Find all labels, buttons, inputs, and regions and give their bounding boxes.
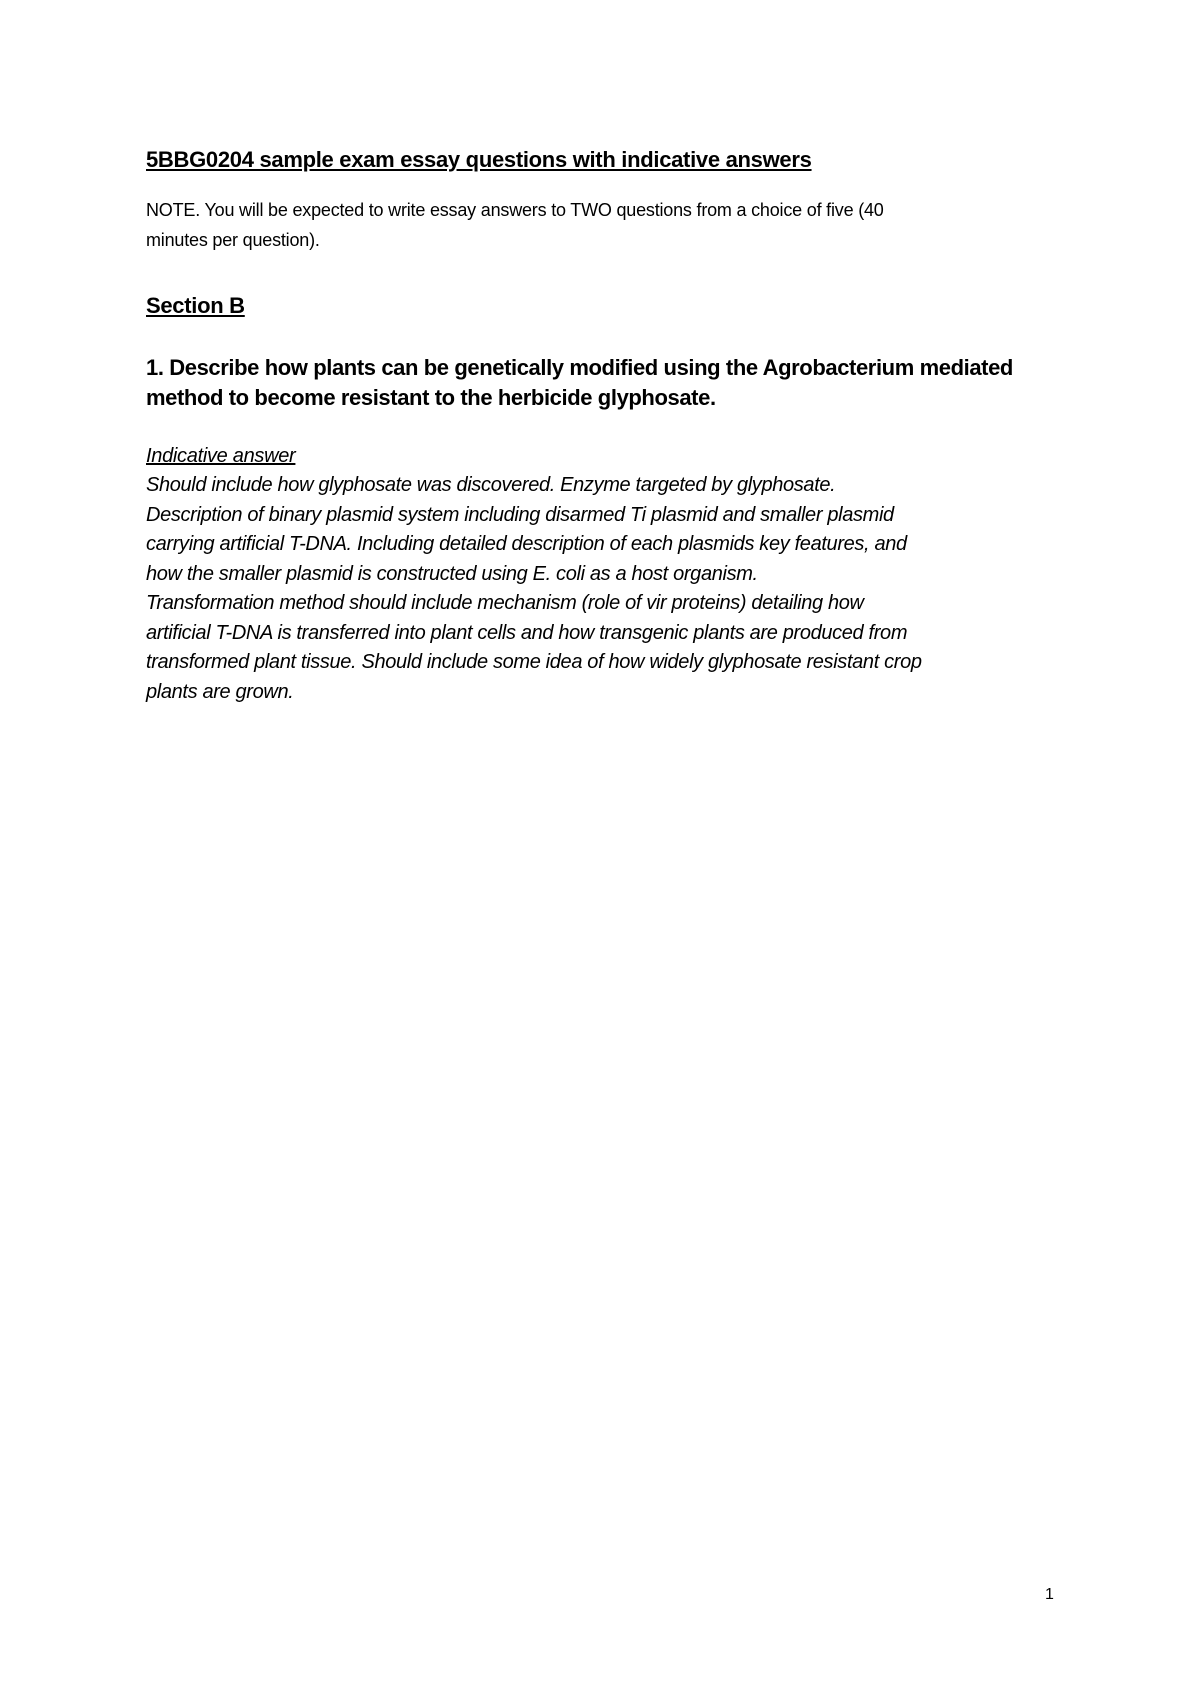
note-paragraph (146, 195, 1076, 255)
answer-line: Description of binary plasmid system including disarmed Ti plasmid and smaller plasmid (146, 503, 894, 526)
page-content (146, 145, 1076, 707)
answer-paragraph-2 (146, 589, 1076, 707)
answer-line: Transformation method should include mechanism (role of vir proteins) detailing how (146, 592, 864, 614)
answer-line: transformed plant tissue. Should include some idea of how widely glyphosate resistant crop (146, 651, 922, 673)
answer-paragraph-1 (146, 471, 1076, 589)
answer-line: carrying artificial T-DNA. Including detailed description of each plasmids key features, and (146, 533, 907, 555)
answer-line: how the smaller plasmid is constructed using E. coli as a host organism. (146, 562, 758, 585)
question-1 (146, 353, 1076, 413)
note-line: minutes per question). (146, 230, 320, 250)
answer-line: Should include how glyphosate was discovered. Enzyme targeted by glyphosate. (146, 474, 836, 496)
note-line: NOTE. You will be expected to write essay answers to TWO questions from a choice of five (40 (146, 200, 884, 220)
document-title: 5BBG0204 sample exam essay questions with indicative answers (146, 147, 812, 172)
indicative-answer-label: Indicative answer (146, 445, 296, 467)
section-heading: Section B (146, 293, 245, 318)
answer-line: artificial T-DNA is transferred into plant cells and how transgenic plants are produced from (146, 621, 908, 644)
question-line: method to become resistant to the herbicide glyphosate. (146, 385, 716, 410)
page-number: 1 (1045, 1586, 1054, 1603)
question-line: 1. Describe how plants can be genetically modified using the Agrobacterium mediated (146, 355, 1013, 380)
answer-line: plants are grown. (146, 680, 294, 703)
